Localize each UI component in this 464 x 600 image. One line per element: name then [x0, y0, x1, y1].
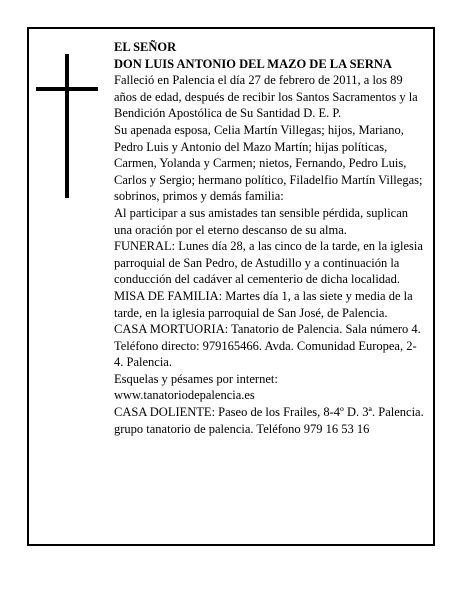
family-mass-details: MISA DE FAMILIA: Martes día 1, a las siete y media de la tarde, en la iglesia parroquial de San José, de Palencia. — [114, 288, 413, 320]
funeral-home-details: CASA MORTUORIA: Tanatorio de Palencia. Sala número 4. Teléfono directo: 979165466. Avda. Comunidad Europea, 2-4. Palencia. — [114, 322, 421, 370]
funeral-home-website: www.tanatoriodepalencia.es — [114, 388, 255, 403]
deceased-name: DON LUIS ANTONIO DEL MAZO DE LA SERNA — [114, 56, 392, 71]
family-list: Su apenada esposa, Celia Martín Villegas; hijos, Mariano, Pedro Luis y Antonio del Mazo Martín; hijas políticas, Carmen, Yolanda y Carmen; nietos, Fernando, Pedro Luis, Carlos y Sergio; hermano político, Filadelfio Martín Villegas; sobrinos, primos y demás familia: — [114, 122, 423, 204]
cross-horizontal-bar — [36, 87, 98, 91]
death-announcement: Falleció en Palencia el día 27 de febrero de 2011, a los 89 años de edad, después de recibir los Santos Sacramentos y la Bendición Apostólica de Su Santidad D. E. P. — [114, 73, 418, 121]
latin-cross-icon — [36, 54, 98, 198]
online-condolences-label: Esquelas y pésames por internet: — [114, 371, 278, 386]
prayer-request: Al participar a sus amistades tan sensible pérdida, suplican una oración por el eterno descanso de su alma. — [114, 205, 409, 237]
funeral-details: FUNERAL: Lunes día 28, a las cinco de la tarde, en la iglesia parroquial de San Pedro, de Astudillo y a continuación la conducción del cadáver al cementerio de dicha localidad. — [114, 239, 423, 287]
family-home-address: CASA DOLIENTE: Paseo de los Frailes, 8-4º D. 3ª. Palencia. — [114, 405, 424, 420]
obituary-title: EL SEÑOR — [114, 40, 177, 54]
funeral-group-phone: grupo tanatorio de palencia. Teléfono 979 16 53 16 — [114, 421, 370, 436]
obituary-text — [114, 39, 426, 437]
cross-vertical-bar — [65, 54, 69, 198]
